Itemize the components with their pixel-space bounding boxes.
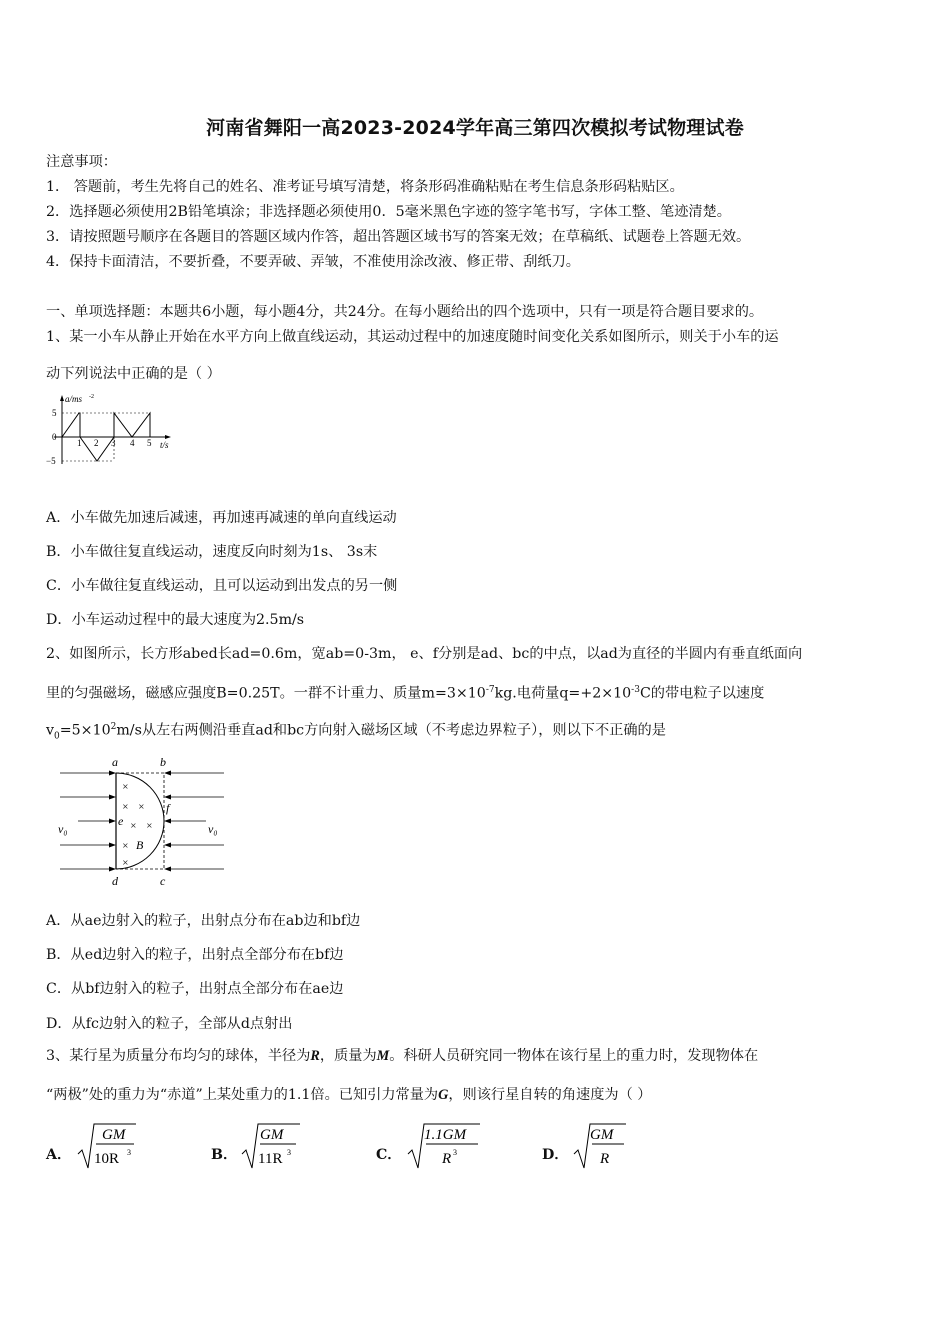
- q2-stem-line1: 2、如图所示，长方形abed长ad=0.6m，宽ab=0-3m， e、f分别是ad、bc的中点，以ad为直径的半圆内有垂直纸面向: [46, 646, 803, 662]
- q2-option-b: B．从ed边射入的粒子，出射点全部分布在bf边: [46, 947, 344, 963]
- formula-numerator: 1.1GM: [424, 1127, 467, 1143]
- field-cross: ×: [146, 821, 153, 830]
- graph-y-tick: 5: [52, 408, 57, 418]
- page-title: 河南省舞阳一高2023-2024学年高三第四次模拟考试物理试卷: [206, 117, 744, 139]
- q3-option-d-label: D．: [542, 1147, 569, 1163]
- label-v0-left: v₀: [58, 822, 68, 836]
- note-item: 2．选择题必须使用2B铅笔填涂；非选择题必须使用0．5毫米黑色字迹的签字笔书写，字体工整、笔迹清楚。: [46, 204, 731, 220]
- note-item: 1． 答题前，考生先将自己的姓名、准考证号填写清楚，将条形码准确粘贴在考生信息条形码粘贴区。: [46, 179, 684, 195]
- formula-exponent: 3: [287, 1148, 291, 1157]
- q1-option-c: C．小车做往复直线运动，且可以运动到出发点的另一侧: [46, 578, 398, 594]
- q3-option-c-formula: [406, 1118, 482, 1172]
- label-f: f: [166, 801, 170, 815]
- formula-denominator: R: [600, 1151, 610, 1167]
- formula-exponent: 3: [127, 1148, 131, 1157]
- formula-numerator: GM: [102, 1127, 126, 1143]
- formula-denominator: 10R: [94, 1151, 120, 1167]
- formula-numerator: GM: [590, 1127, 614, 1143]
- field-cross: ×: [122, 841, 129, 850]
- q3-stem-line1: 3、某行星为质量分布均匀的球体，半径为R，质量为M。科研人员研究同一物体在该行星上的重力时，发现物体在: [46, 1048, 759, 1064]
- field-cross: ×: [122, 782, 129, 791]
- q2-option-c: C．从bf边射入的粒子，出射点全部分布在ae边: [46, 981, 344, 997]
- graph-x-tick: 5: [147, 438, 152, 448]
- q2-stem-line3: $v_0=5\times 10^2m/s$从左右两侧沿垂直ad和bc方向射入磁场区域（不考虑边界粒子），则以下不正确的是: [46, 722, 666, 742]
- field-cross: ×: [138, 802, 145, 811]
- section-heading: 一、单项选择题：本题共6小题，每小题4分，共24分。在每小题给出的四个选项中，只有一项是符合题目要求的。: [46, 304, 764, 320]
- label-B: B: [136, 838, 144, 852]
- graph-x-arrow: [165, 435, 171, 439]
- graph-x-tick: 1: [77, 438, 82, 448]
- q3-stem-line2: “两极”处的重力为“赤道”上某处重力的1.1倍。已知引力常量为G，则该行星自转的角速度为（ ）: [46, 1087, 652, 1103]
- field-cross: ×: [122, 858, 129, 867]
- graph-x-tick: 2: [94, 438, 99, 448]
- q1-stem-line1: 1、某一小车从静止开始在水平方向上做直线运动，其运动过程中的加速度随时间变化关系如图所示，则关于小车的运: [46, 329, 779, 345]
- q2-stem-line2: 里的匀强磁场，磁感应强度B=0.25T。一群不计重力、质量$m=3\times 10^{-7}kg$.电荷量$q=+2\times 10^{-3}C$的带电粒子以速度: [46, 685, 765, 702]
- q2-magnetic-field-figure: [56, 752, 231, 890]
- q1-stem-line2: 动下列说法中正确的是（ ）: [46, 366, 221, 382]
- q3-option-b-formula: [240, 1118, 302, 1172]
- formula-exponent: 3: [453, 1148, 457, 1157]
- q2-option-a: A．从ae边射入的粒子，出射点分布在ab边和bf边: [46, 913, 361, 929]
- notes-heading: 注意事项：: [46, 154, 117, 170]
- label-d: d: [112, 874, 118, 888]
- graph-x-tick: 4: [130, 438, 135, 448]
- q3-option-d-formula: [572, 1118, 628, 1172]
- graph-x-label: t/s: [160, 440, 169, 450]
- graph-y-tick: 0: [52, 432, 57, 442]
- field-cross: ×: [130, 821, 137, 830]
- graph-y-label: a/ms: [65, 394, 83, 404]
- note-item: 4．保持卡面清洁，不要折叠，不要弄破、弄皱，不准使用涂改液、修正带、刮纸刀。: [46, 254, 580, 270]
- graph-x-tick: 3: [111, 438, 116, 448]
- field-cross: ×: [122, 802, 129, 811]
- graph-y-arrow: [60, 395, 64, 401]
- formula-numerator: GM: [260, 1127, 284, 1143]
- left-incident-arrows: [60, 771, 116, 872]
- label-a: a: [112, 755, 118, 769]
- label-v0-right: v₀: [208, 822, 218, 836]
- q1-option-a: A．小车做先加速后减速，再加速再减速的单向直线运动: [46, 510, 397, 526]
- label-b: b: [160, 755, 166, 769]
- q1-option-d: D．小车运动过程中的最大速度为2.5m/s: [46, 612, 305, 628]
- q2-option-d: D．从fc边射入的粒子，全部从d点射出: [46, 1016, 293, 1032]
- q1-option-b: B．小车做往复直线运动，速度反向时刻为1s、 3s末: [46, 544, 378, 560]
- formula-denominator: 11R: [258, 1151, 283, 1167]
- q3-option-c-label: C．: [376, 1147, 402, 1163]
- label-e: e: [118, 814, 124, 828]
- graph-y-tick: −5: [46, 456, 56, 466]
- q3-option-a-formula: [76, 1118, 138, 1172]
- note-item: 3．请按照题号顺序在各题目的答题区域内作答，超出答题区域书写的答案无效；在草稿纸、试题卷上答题无效。: [46, 229, 751, 245]
- right-incident-arrows: [164, 771, 224, 872]
- graph-y-label-exp: -2: [89, 394, 94, 400]
- label-c: c: [160, 874, 166, 888]
- q3-option-a-label: A．: [46, 1147, 72, 1163]
- q1-acceleration-graph: [44, 392, 184, 472]
- q3-option-b-label: B．: [211, 1147, 238, 1163]
- formula-denominator: R: [442, 1151, 452, 1167]
